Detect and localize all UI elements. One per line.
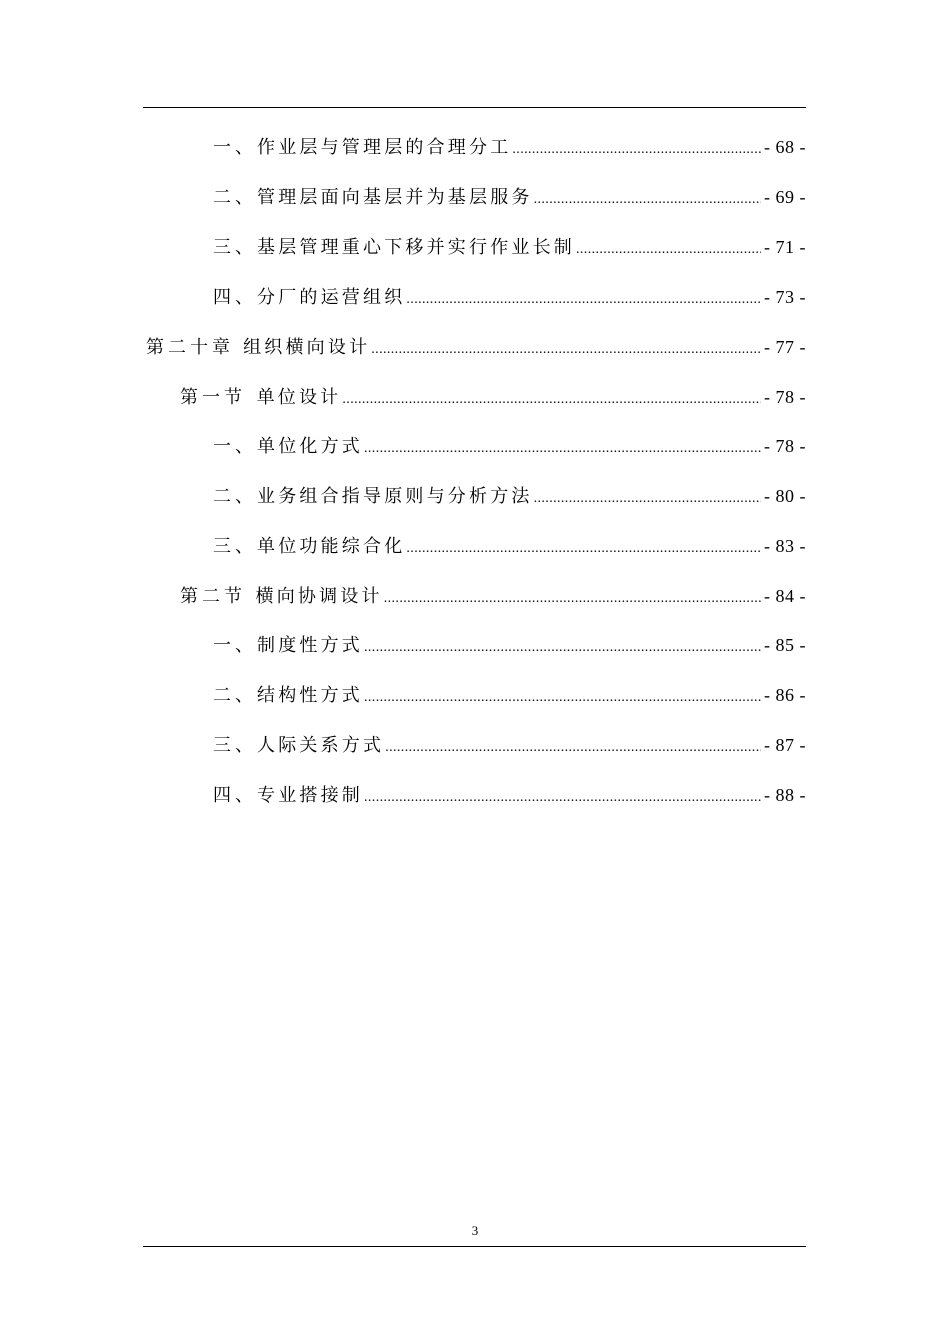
toc-entry-number: 二、 <box>213 187 257 208</box>
toc-entry-page: - 78 - <box>764 436 806 456</box>
toc-entry-number: 四、 <box>213 785 257 806</box>
toc-entry-number: 一、 <box>213 635 257 656</box>
toc-entry[interactable] <box>213 431 806 461</box>
toc-dot-leader <box>406 534 761 564</box>
toc-entry-number: 四、 <box>213 287 257 308</box>
toc-dot-leader <box>534 185 761 215</box>
toc-entry-title: 横向协调设计 <box>255 586 383 607</box>
toc-dot-leader <box>384 584 761 614</box>
toc-dot-leader <box>385 733 761 763</box>
toc-dot-leader <box>534 484 761 514</box>
toc-entry-page: - 68 - <box>764 137 806 157</box>
toc-entry[interactable] <box>213 132 806 162</box>
toc-dot-leader <box>342 385 761 415</box>
toc-entry-title: 结构性方式 <box>257 685 363 706</box>
toc-entry-title: 分厂的运营组织 <box>257 287 406 308</box>
toc-entry-title: 单位化方式 <box>257 436 363 457</box>
toc-entry-number: 一、 <box>213 436 257 457</box>
toc-chapter-entry[interactable] <box>146 332 806 362</box>
toc-entry[interactable] <box>213 481 806 511</box>
toc-entry-title: 人际关系方式 <box>257 735 385 756</box>
toc-entry[interactable] <box>213 780 806 810</box>
toc-entry[interactable] <box>213 182 806 212</box>
toc-dot-leader <box>371 335 761 365</box>
toc-entry-page: - 88 - <box>764 785 806 805</box>
toc-entry-page: - 84 - <box>764 586 806 606</box>
toc-dot-leader <box>364 434 761 464</box>
toc-entry[interactable] <box>213 282 806 312</box>
toc-entry-title: 管理层面向基层并为基层服务 <box>257 187 533 208</box>
toc-dot-leader <box>512 135 761 165</box>
toc-entry[interactable] <box>213 680 806 710</box>
toc-entry-page: - 71 - <box>764 237 806 257</box>
toc-entry-title: 制度性方式 <box>257 635 363 656</box>
toc-entry-title: 单位设计 <box>256 387 342 408</box>
toc-section-entry[interactable] <box>180 382 806 412</box>
toc-entry-title: 作业层与管理层的合理分工 <box>257 137 512 158</box>
toc-entry-title: 组织横向设计 <box>243 337 371 358</box>
toc-entry-page: - 78 - <box>764 387 806 407</box>
toc-entry-number: 三、 <box>213 237 257 258</box>
toc-entry-title: 专业搭接制 <box>257 785 363 806</box>
toc-dot-leader <box>364 783 761 813</box>
page-number: 3 <box>471 1223 479 1238</box>
toc-entry-number: 一、 <box>213 137 257 158</box>
toc-entry-page: - 77 - <box>764 337 806 357</box>
toc-dot-leader <box>364 633 761 663</box>
toc-dot-leader <box>576 235 761 265</box>
toc-entry-number: 三、 <box>213 735 257 756</box>
toc-entry-title: 基层管理重心下移并实行作业长制 <box>257 237 575 258</box>
toc-entry-number: 二、 <box>213 685 257 706</box>
toc-entry-page: - 85 - <box>764 635 806 655</box>
toc-entry-page: - 86 - <box>764 685 806 705</box>
toc-entry[interactable] <box>213 531 806 561</box>
toc-entry[interactable] <box>213 630 806 660</box>
toc-entry-page: - 87 - <box>764 735 806 755</box>
toc-entry-number: 第一节 <box>180 387 246 408</box>
toc-entry-page: - 73 - <box>764 287 806 307</box>
toc-entry[interactable] <box>213 232 806 262</box>
toc-dot-leader <box>406 285 761 315</box>
toc-section-entry[interactable] <box>180 581 806 611</box>
toc-entry-number: 二、 <box>213 486 257 507</box>
toc-entry-page: - 80 - <box>764 486 806 506</box>
toc-entry[interactable] <box>213 730 806 760</box>
toc-entry-page: - 83 - <box>764 536 806 556</box>
toc-entry-number: 三、 <box>213 536 257 557</box>
toc-entry-title: 业务组合指导原则与分析方法 <box>257 486 533 507</box>
toc-entry-page: - 69 - <box>764 187 806 207</box>
toc-entry-number: 第二十章 <box>146 337 234 358</box>
footer-rule <box>143 1246 806 1247</box>
toc-dot-leader <box>364 683 761 713</box>
toc-entry-title: 单位功能综合化 <box>257 536 406 557</box>
toc-entry-number: 第二节 <box>180 586 246 607</box>
